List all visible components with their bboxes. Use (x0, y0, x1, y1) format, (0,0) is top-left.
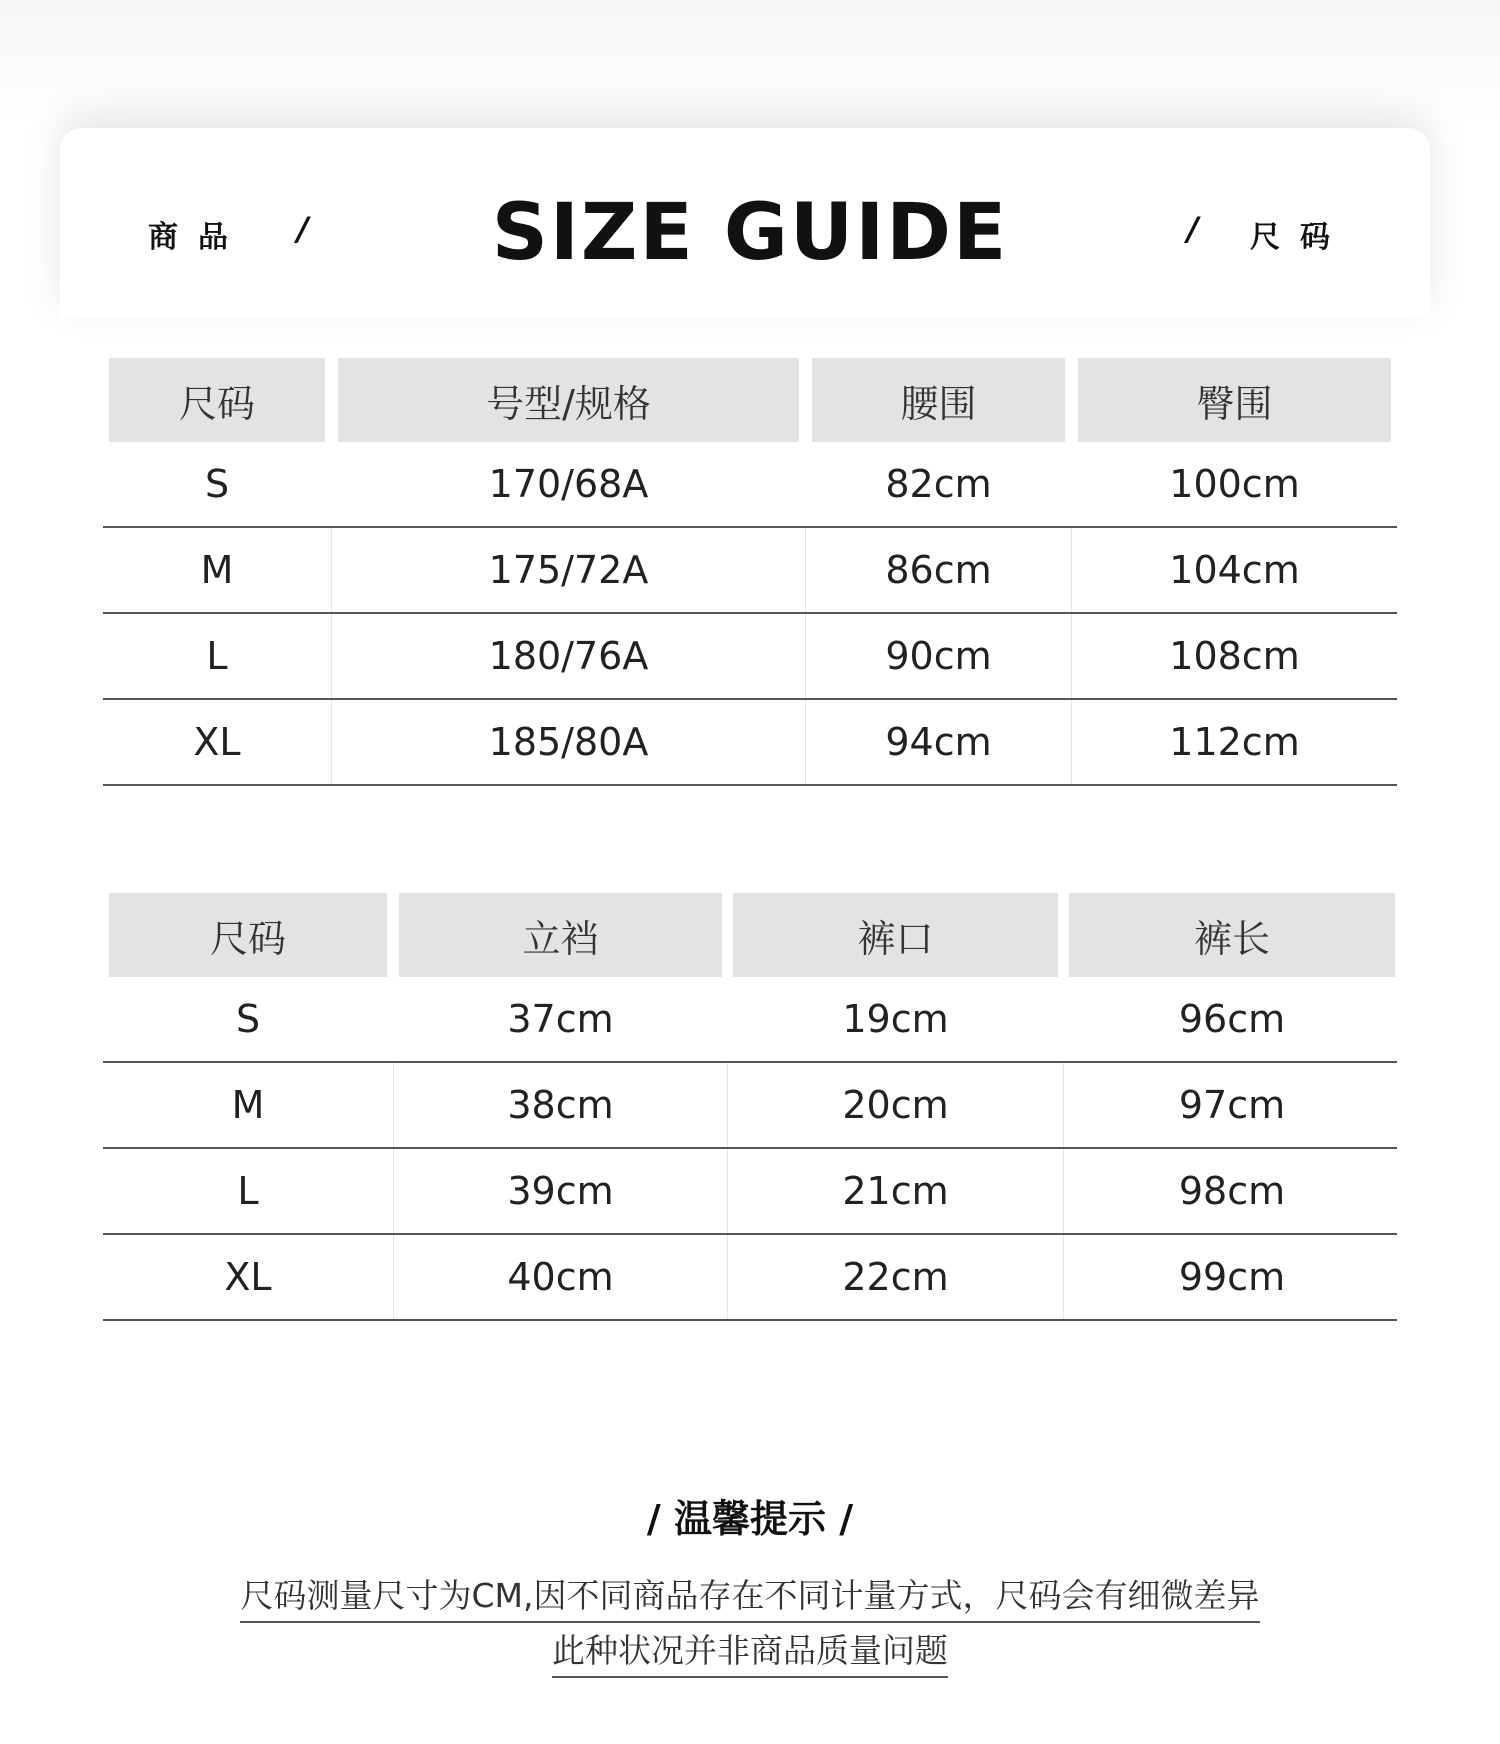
tips-text-2: 此种状况并非商品质量问题 (552, 1625, 948, 1678)
size-table-2 (103, 893, 1397, 1321)
cell-size: L (206, 634, 228, 678)
header-background (0, 0, 1500, 120)
header-left-label: 商品 (148, 220, 248, 255)
cell-waist: 82cm (885, 462, 992, 506)
tips-title: / 温馨提示 / (646, 1497, 854, 1541)
table-row (103, 1063, 1397, 1149)
table-row (103, 700, 1397, 786)
cell-rise: 37cm (507, 997, 614, 1041)
cell-size: XL (224, 1255, 272, 1299)
header-cell-leg-opening: 裤口 (733, 893, 1058, 977)
cell-waist: 94cm (885, 720, 992, 764)
table-row (103, 528, 1397, 614)
header-left-slash: / (297, 210, 309, 248)
table-row (103, 977, 1397, 1063)
header-cell-spec: 号型/规格 (338, 358, 799, 442)
header-right-slash: / (1187, 210, 1199, 248)
cell-length: 99cm (1178, 1255, 1286, 1299)
tips-text-1: 尺码测量尺寸为CM,因不同商品存在不同计量方式，尺码会有细微差异 (240, 1570, 1259, 1623)
header-cell-size: 尺码 (109, 358, 325, 442)
cell-length: 98cm (1178, 1169, 1286, 1213)
header-cell-size: 尺码 (109, 893, 387, 977)
cell-rise: 39cm (507, 1169, 614, 1213)
cell-hip: 112cm (1169, 720, 1300, 764)
cell-length: 96cm (1178, 997, 1286, 1041)
cell-hip: 100cm (1169, 462, 1300, 506)
header-cell-length: 裤长 (1069, 893, 1395, 977)
table-row (103, 614, 1397, 700)
size-table-1 (103, 358, 1397, 786)
cell-size: M (231, 1083, 265, 1127)
cell-spec: 175/72A (488, 548, 649, 592)
table-row (103, 1149, 1397, 1235)
cell-leg-opening: 19cm (842, 997, 949, 1041)
tips-line-2 (0, 1625, 1500, 1678)
table-row (103, 442, 1397, 528)
cell-waist: 86cm (885, 548, 992, 592)
cell-length: 97cm (1178, 1083, 1286, 1127)
cell-size: XL (193, 720, 241, 764)
cell-waist: 90cm (885, 634, 992, 678)
cell-rise: 40cm (507, 1255, 614, 1299)
cell-size: L (237, 1169, 259, 1213)
cell-leg-opening: 22cm (842, 1255, 949, 1299)
cell-spec: 185/80A (488, 720, 649, 764)
table-header-row (103, 893, 1397, 977)
cell-size: S (235, 997, 261, 1041)
header-cell-rise: 立裆 (399, 893, 722, 977)
cell-rise: 38cm (507, 1083, 614, 1127)
cell-leg-opening: 21cm (842, 1169, 949, 1213)
page-title: SIZE GUIDE (491, 188, 1009, 278)
cell-size: M (200, 548, 234, 592)
table-row (103, 1235, 1397, 1321)
cell-spec: 180/76A (488, 634, 649, 678)
header-cell-hip: 臀围 (1078, 358, 1391, 442)
cell-leg-opening: 20cm (842, 1083, 949, 1127)
cell-hip: 104cm (1169, 548, 1300, 592)
header-cell-waist: 腰围 (812, 358, 1065, 442)
cell-size: S (204, 462, 230, 506)
cell-spec: 170/68A (488, 462, 649, 506)
header-right-label: 尺码 (1250, 220, 1350, 255)
tips-line-1 (0, 1570, 1500, 1623)
table-header-row (103, 358, 1397, 442)
cell-hip: 108cm (1169, 634, 1300, 678)
